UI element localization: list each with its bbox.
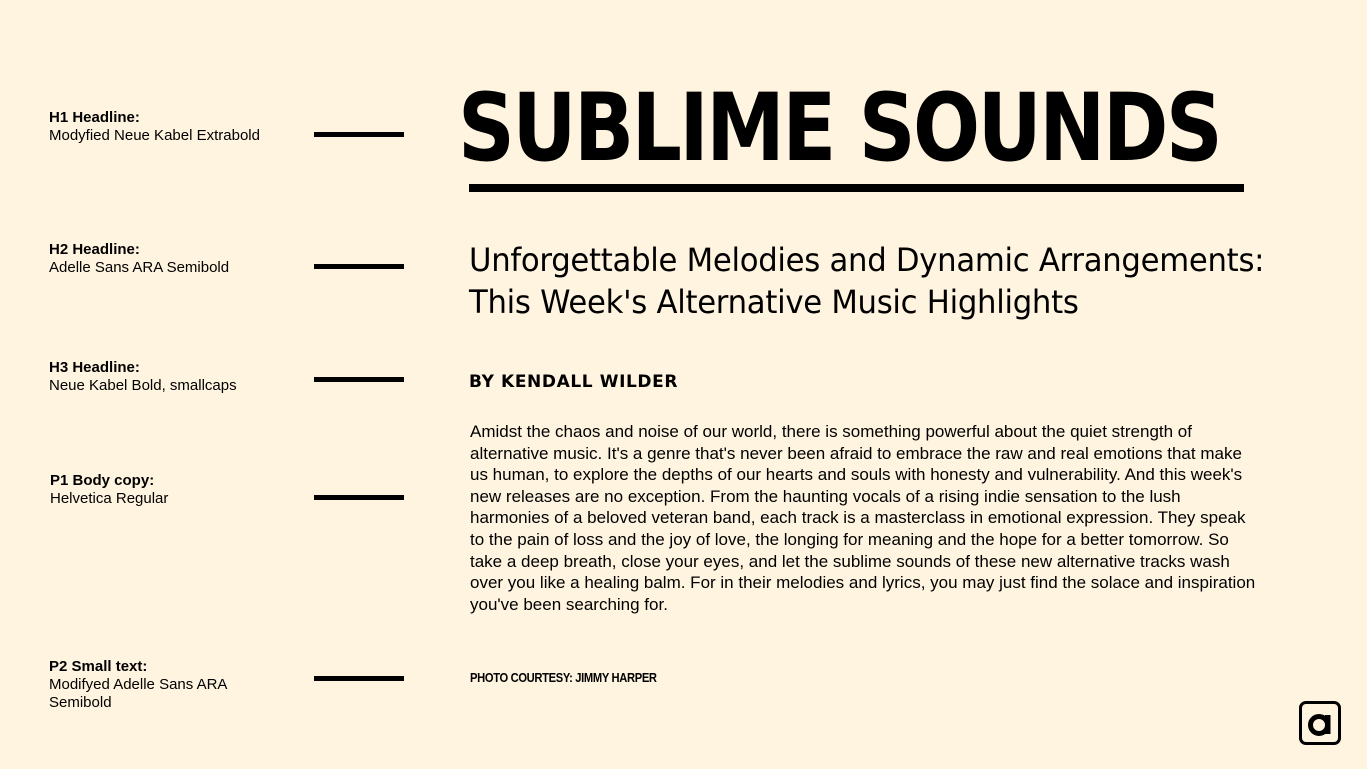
subheadline-line-2: This Week's Alternative Music Highlights (469, 283, 1079, 321)
spec-name: P1 Body copy: (50, 472, 155, 489)
spec-font: Neue Kabel Bold, smallcaps (49, 377, 237, 394)
letter-a-logo-icon (1299, 701, 1341, 745)
spec-font: Helvetica Regular (50, 490, 169, 507)
headline-rule (469, 184, 1244, 192)
connector-line-p1 (314, 495, 404, 500)
spec-label-p1 (50, 472, 168, 508)
article-headline: SUBLIME SOUNDS (458, 74, 1221, 183)
connector-line-h1 (314, 132, 404, 137)
spec-font: Modifyed Adelle Sans ARA Semibold (49, 676, 227, 711)
spec-label-p2 (49, 658, 249, 712)
spec-name: H3 Headline: (49, 359, 140, 376)
spec-label-h1 (49, 109, 260, 145)
spec-label-h2 (49, 241, 229, 277)
spec-font: Modyfied Neue Kabel Extrabold (49, 127, 260, 144)
article-byline: BY KENDALL WILDER (469, 372, 679, 392)
connector-line-h2 (314, 264, 404, 269)
connector-line-h3 (314, 377, 404, 382)
article-body: Amidst the chaos and noise of our world, there is something powerful about the quiet strength of alternative music. It's a genre that's never been afraid to embrace the raw and real emotions that make us human, to explore the depths of our hearts and souls with honesty and vulnerability. And this week's new releases are no exception. From the haunting vocals of a rising indie sensation to the lush harmonies of a beloved veteran band, each track is a masterclass in emotional expression. They speak to the pain of loss and the joy of love, the longing for meaning and the hope for a better tomorrow. So take a deep breath, close your eyes, and let the sublime sounds of these new alternative tracks wash over you like a healing balm. For in their melodies and lyrics, you may just find the solace and inspiration you've been searching for. (470, 422, 1256, 614)
spec-name: H2 Headline: (49, 241, 140, 258)
spec-name: H1 Headline: (49, 109, 140, 126)
spec-label-h3 (49, 359, 237, 395)
connector-line-p2 (314, 676, 404, 681)
photo-credit: PHOTO COURTESY: JIMMY HARPER (470, 670, 657, 685)
article-subheadline (469, 239, 1314, 323)
spec-name: P2 Small text: (49, 658, 148, 675)
subheadline-line-1: Unforgettable Melodies and Dynamic Arrangements: (469, 241, 1265, 279)
spec-font: Adelle Sans ARA Semibold (49, 259, 230, 276)
